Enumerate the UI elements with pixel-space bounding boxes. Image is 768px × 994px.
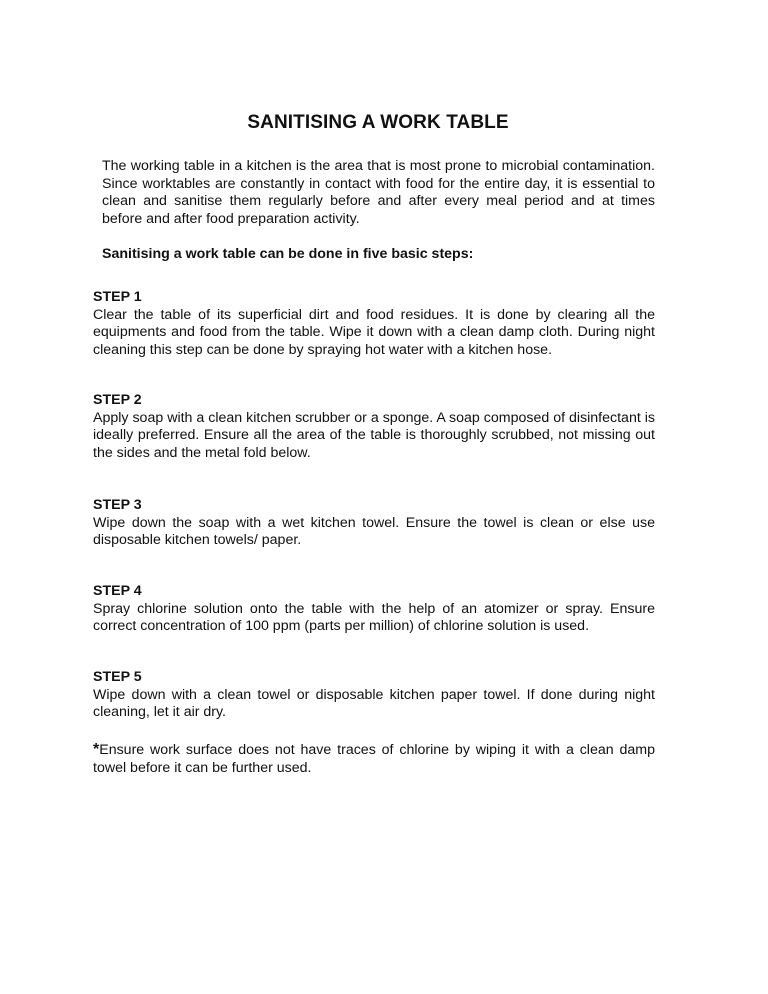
step-2-title: STEP 2 — [93, 392, 142, 408]
step-5-body: Wipe down with a clean towel or disposable kitchen paper towel. If done during night cleaning, let it air dry. — [93, 686, 655, 721]
step-2-body: Apply soap with a clean kitchen scrubber or a sponge. A soap composed of disinfectant is ideally preferred. Ensure all the area of the table is thoroughly scrubbed, not missing out the sides and the metal fold below. — [93, 409, 655, 461]
step-3-body: Wipe down the soap with a wet kitchen towel. Ensure the towel is clean or else use disposable kitchen towels/ paper. — [93, 514, 655, 549]
step-2-section — [93, 392, 655, 462]
step-1-section — [93, 289, 655, 359]
step-4-section — [93, 583, 655, 636]
step-5-section — [93, 669, 655, 722]
document-title: SANITISING A WORK TABLE — [247, 112, 509, 133]
note-asterisk: * — [93, 741, 100, 758]
step-1-body: Clear the table of its superficial dirt and food residues. It is done by clearing all the equipments and food from the table. Wipe it down with a clean damp cloth. During night cleaning this step can be done by spraying hot water with a kitchen hose. — [93, 306, 655, 358]
step-4-title: STEP 4 — [93, 583, 142, 599]
note-text: Ensure work surface does not have traces of chlorine by wiping it with a clean damp towel before it can be further used. — [93, 742, 655, 776]
intro-paragraph: The working table in a kitchen is the area that is most prone to microbial contamination. Since worktables are constantly in contact with food for the entire day, it is essential to clean and sanitise them regularly before and after every meal period and at times before and after food preparation activity. — [102, 158, 655, 227]
chlorine-note — [93, 741, 655, 777]
step-5-title: STEP 5 — [93, 669, 142, 685]
step-3-title: STEP 3 — [93, 497, 142, 513]
step-3-section — [93, 497, 655, 550]
steps-lead-text: Sanitising a work table can be done in five basic steps: — [102, 246, 474, 262]
step-1-title: STEP 1 — [93, 289, 142, 305]
step-4-body: Spray chlorine solution onto the table with the help of an atomizer or spray. Ensure correct concentration of 100 ppm (parts per million) of chlorine solution is used. — [93, 600, 655, 635]
